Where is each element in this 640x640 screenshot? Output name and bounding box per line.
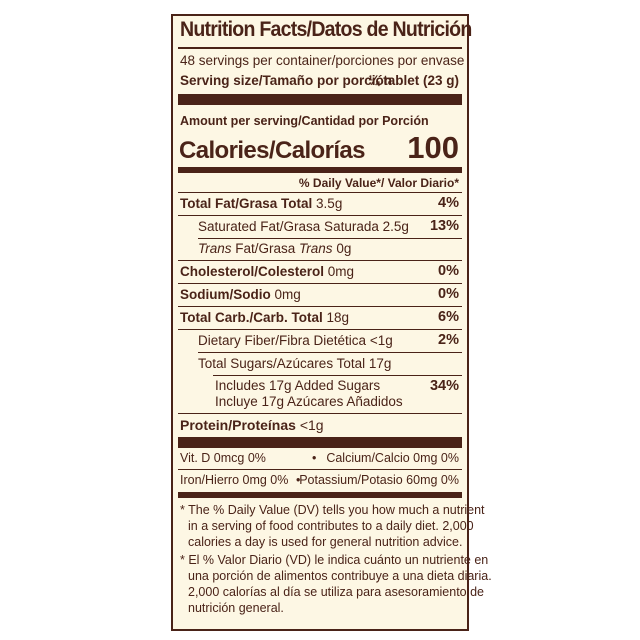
total-fat-dv: 4% — [438, 195, 459, 211]
calcium: Calcium/Calcio 0mg 0% — [326, 451, 459, 465]
protein-label: Protein/Proteínas — [180, 417, 296, 433]
total-fat-label: Total Fat/Grasa Total — [180, 196, 313, 211]
cholesterol-amount: 0mg — [327, 264, 355, 279]
divider — [178, 192, 462, 193]
footnote-spanish — [180, 552, 492, 616]
thick-divider — [178, 437, 462, 448]
total-sugars-row — [198, 356, 391, 371]
protein-row — [180, 417, 324, 433]
total-sugars-amount: 17g — [368, 356, 392, 371]
cholesterol-label: Cholesterol/Colesterol — [180, 264, 325, 279]
added-sugars-dv: 34% — [429, 378, 459, 394]
saturated-fat-amount: 2.5g — [382, 219, 409, 234]
serving-size-label: Serving size/Tamaño por porción — [180, 73, 393, 88]
medium-divider — [178, 167, 462, 173]
divider — [178, 47, 462, 49]
sodium-row — [180, 287, 301, 302]
dietary-fiber-dv: 2% — [438, 332, 459, 348]
calories-value: 100 — [407, 130, 459, 165]
footnote-es-line: * El % Valor Diario (VD) le indica cuánto un nutriente en — [180, 553, 489, 567]
total-fat-amount: 3.5g — [316, 196, 343, 211]
daily-value-header: % Daily Value*/ Valor Diario* — [298, 176, 459, 190]
vitamin-d: Vit. D 0mcg 0% — [180, 451, 266, 465]
added-sugars-row — [215, 378, 403, 410]
thick-divider — [178, 94, 462, 105]
divider — [178, 215, 462, 216]
protein-amount: <1g — [299, 417, 324, 433]
total-carb-dv: 6% — [438, 309, 459, 325]
saturated-fat-dv: 13% — [429, 218, 459, 234]
total-carb-label: Total Carb./Carb. Total — [180, 310, 323, 325]
servings-per-container: 48 servings per container/porciones por envase — [180, 53, 465, 68]
added-sugars-line1: Includes 17g Added Sugars — [215, 378, 381, 393]
serving-size-value: ¼ tablet (23 g) — [368, 73, 459, 88]
sodium-amount: 0mg — [274, 287, 301, 302]
saturated-fat-label: Saturated Fat/Grasa Saturada — [198, 219, 379, 234]
nutrition-facts-panel — [171, 14, 492, 631]
trans-fat-label-a: Trans — [198, 241, 232, 256]
divider — [178, 260, 462, 261]
calories-label: Calories/Calorías — [179, 137, 365, 164]
bullet: • — [296, 473, 301, 487]
amount-per-serving: Amount per serving/Cantidad por Porción — [180, 114, 429, 128]
cholesterol-dv: 0% — [438, 263, 459, 279]
dietary-fiber-amount: <1g — [369, 333, 393, 348]
total-carb-amount: 18g — [326, 310, 350, 325]
divider — [213, 375, 462, 376]
dietary-fiber-label: Dietary Fiber/Fibra Dietética — [198, 333, 367, 348]
iron: Iron/Hierro 0mg 0% — [180, 473, 289, 487]
trans-fat-label-c: Trans — [299, 241, 333, 256]
divider — [178, 469, 462, 470]
added-sugars-line2: Incluye 17g Azúcares Añadidos — [215, 394, 403, 409]
trans-fat-row — [198, 241, 351, 256]
sodium-dv: 0% — [438, 286, 459, 302]
footnote-en-line: in a serving of food contributes to a daily diet. 2,000 — [188, 519, 474, 533]
panel-title: Nutrition Facts/Datos de Nutrición — [180, 18, 472, 41]
bullet: • — [312, 451, 317, 465]
total-sugars-label: Total Sugars/Azúcares Total — [198, 356, 366, 371]
footnote-en-line: * The % Daily Value (DV) tells you how much a nutrient — [180, 503, 485, 517]
divider — [178, 329, 462, 330]
cholesterol-row — [180, 264, 354, 279]
trans-fat-amount: 0g — [336, 241, 352, 256]
divider — [178, 306, 462, 307]
sodium-label: Sodium/Sodio — [180, 287, 271, 302]
medium-divider — [178, 492, 462, 498]
dietary-fiber-row — [198, 333, 393, 348]
saturated-fat-row — [198, 219, 409, 234]
footnote-es-line: nutrición general. — [188, 601, 284, 615]
trans-fat-label-b: Fat/Grasa — [231, 241, 300, 256]
footnote-english — [180, 502, 485, 550]
footnote-es-line: 2,000 calorías al día se utiliza para asesoramiento de — [188, 585, 485, 599]
footnote-es-line: una porción de alimentos contribuye a una dieta diaria. — [188, 569, 492, 583]
divider — [178, 283, 462, 284]
divider — [178, 413, 462, 414]
potassium: Potassium/Potasio 60mg 0% — [299, 473, 459, 487]
total-fat-row — [180, 196, 342, 211]
divider — [198, 238, 462, 239]
divider — [198, 352, 462, 353]
footnote-en-line: calories a day is used for general nutrition advice. — [188, 535, 463, 549]
total-carb-row — [180, 310, 349, 325]
